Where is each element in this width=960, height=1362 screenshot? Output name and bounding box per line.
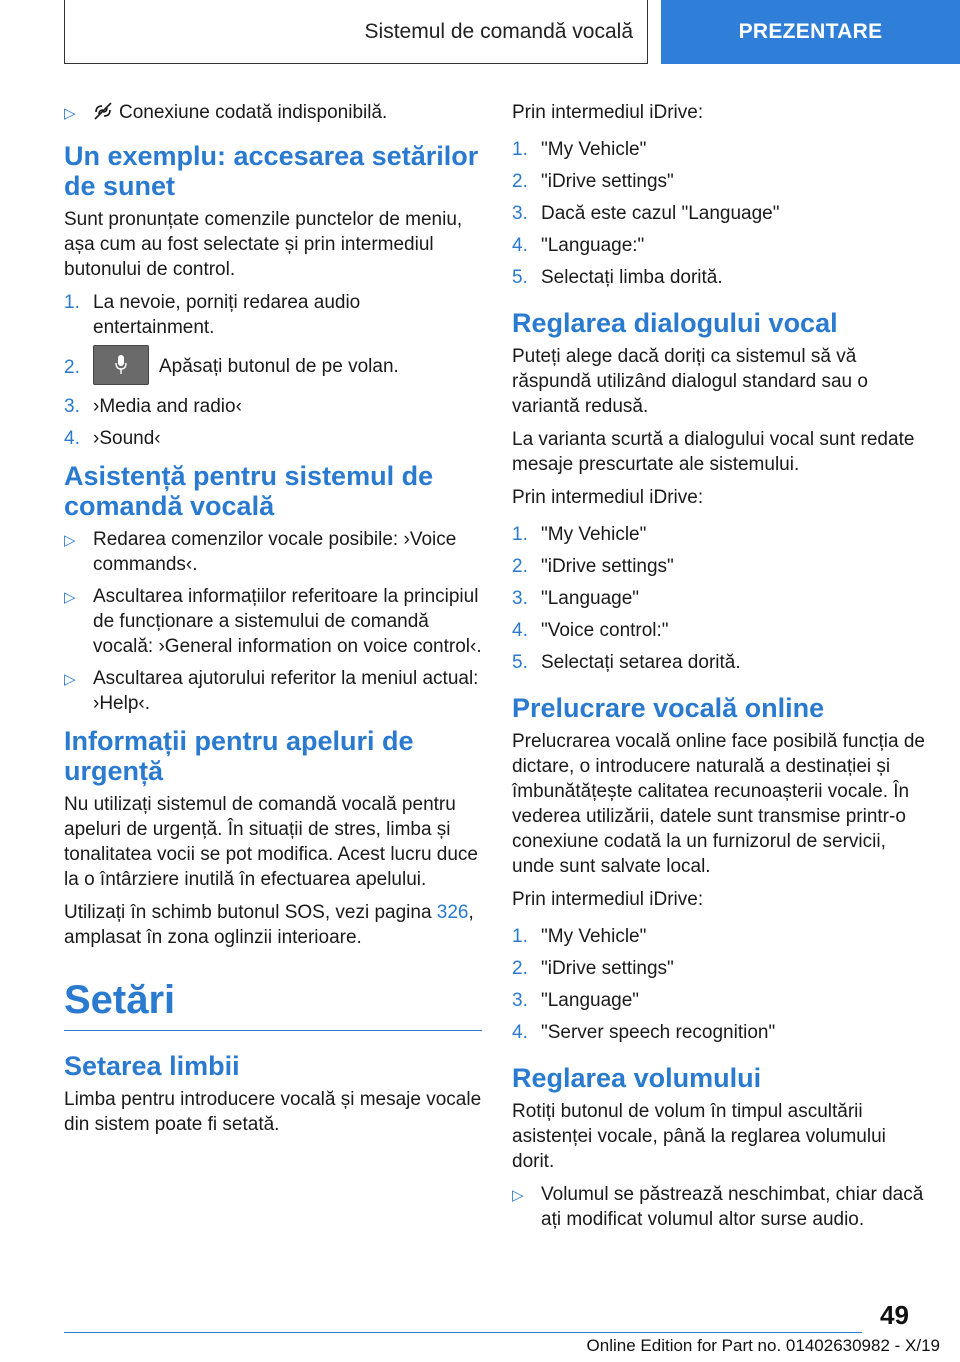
- list-item: [64, 394, 482, 419]
- step-number: 2.: [512, 171, 528, 192]
- section-title: Reglarea volumului: [512, 1063, 762, 1093]
- paragraph: Prelucrarea vocală online face posibilă funcția de dictare, o introducere naturală a destinației și îmbunătățește calitatea recunoașterii vocale. În vederea utilizării, datele sunt transmise printr-o conexiune codată la un furnizorul de servicii, unde sunt salvate local.: [512, 731, 925, 877]
- step-number: 1.: [512, 139, 528, 160]
- step-text: Apăsați butonul de pe volan.: [159, 356, 399, 378]
- section-title: Informații pentru apeluri de urgență: [64, 726, 414, 787]
- step-text: "My Vehicle": [541, 926, 647, 947]
- list-item: [512, 650, 926, 675]
- list-item: [512, 924, 926, 949]
- header-chapter-label: PREZENTARE: [738, 20, 883, 43]
- list-item-text: Ascultarea ajutorului referitor la meniul actual: ›Help‹.: [93, 668, 479, 715]
- step-text: "iDrive settings": [541, 958, 674, 979]
- section-title: Reglarea dialogului vocal: [512, 308, 838, 338]
- step-number: 5.: [512, 652, 528, 673]
- paragraph: Sunt pronunțate comenzile punctelor de meniu, așa cum au fost selectate și prin intermediul butonului de control.: [64, 209, 463, 280]
- paragraph-text: , amplasat în zona oglinzii interioare.: [64, 902, 474, 949]
- step-number: 3.: [64, 396, 80, 418]
- step-number: 1.: [512, 524, 528, 545]
- list-item: [512, 586, 926, 611]
- step-number: 1.: [64, 292, 80, 313]
- section-title: Asistență pentru sistemul de comandă vocală: [64, 461, 434, 522]
- list-item-text: Redarea comenzilor vocale posibile: ›Voice commands‹.: [93, 529, 457, 576]
- step-text: ›Sound‹: [93, 428, 161, 450]
- right-column: [512, 100, 926, 1242]
- step-text: "My Vehicle": [541, 524, 647, 545]
- list-item: [64, 527, 482, 577]
- microphone-icon: [115, 355, 127, 375]
- step-text: "Server speech recognition": [541, 1022, 776, 1043]
- paragraph: Rotiți butonul de volum în timpul ascultării asistenței vocale, până la reglarea volumului dorit.: [512, 1101, 886, 1172]
- step-number: 4.: [512, 235, 528, 256]
- step-number: 3.: [512, 588, 528, 609]
- triangle-bullet-icon: ▷: [64, 671, 76, 689]
- section-language-setting: [64, 1051, 482, 1137]
- step-text: Dacă este cazul "Language": [541, 203, 780, 224]
- list-item: [512, 1182, 926, 1232]
- header-chapter-tab: [661, 0, 960, 64]
- section-emergency-calls: [64, 726, 482, 950]
- step-text: "My Vehicle": [541, 139, 647, 160]
- list-item: [64, 347, 482, 387]
- section-title: Setarea limbii: [64, 1051, 240, 1082]
- list-item: [64, 426, 482, 451]
- list-item: [512, 137, 926, 162]
- page-reference-link[interactable]: 326: [436, 902, 469, 924]
- step-number: 2.: [512, 958, 528, 979]
- step-text: Selectați limba dorită.: [541, 267, 723, 288]
- list-item: [512, 618, 926, 643]
- step-number: 2.: [64, 357, 80, 378]
- left-column: [64, 100, 482, 1147]
- step-text: ›Media and radio‹: [93, 396, 242, 418]
- header-section-label: Sistemul de comandă vocală: [364, 19, 633, 43]
- step-text: La nevoie, porniți redarea audio entertainment.: [93, 292, 361, 338]
- section-title: Prelucrare vocală online: [512, 693, 825, 723]
- step-number: 3.: [512, 990, 528, 1011]
- step-text: "Voice control:": [541, 620, 669, 641]
- step-text: "Language:": [541, 235, 645, 256]
- section-volume: [512, 1063, 926, 1232]
- section-voice-assistance: [64, 461, 482, 716]
- paragraph: Prin intermediul iDrive:: [512, 102, 704, 123]
- list-item-text: Ascultarea informațiilor referitoare la principiul de funcționare a sistemului de comandă vocală: ›General information on voice control‹.: [93, 586, 482, 658]
- list-item-text: Conexiune codată indisponibilă.: [119, 102, 388, 123]
- section-voice-dialog: [512, 308, 926, 675]
- list-item: [512, 169, 926, 194]
- connection-unavailable-icon: [93, 102, 113, 120]
- section-title: Un exemplu: accesarea setărilor de sunet: [64, 141, 479, 201]
- triangle-bullet-icon: ▷: [512, 1187, 524, 1204]
- footer-divider: [64, 1332, 862, 1333]
- step-number: 4.: [512, 620, 528, 641]
- list-item: [64, 584, 482, 659]
- list-item: [64, 666, 482, 716]
- section-online-speech: [512, 693, 926, 1045]
- step-number: 5.: [512, 267, 528, 288]
- paragraph: Prin intermediul iDrive:: [512, 487, 704, 508]
- step-text: "iDrive settings": [541, 556, 674, 577]
- list-item: [64, 290, 482, 340]
- triangle-bullet-icon: ▷: [64, 532, 76, 550]
- list-item: [512, 988, 926, 1013]
- chapter-title: Setări: [64, 978, 176, 1023]
- list-item-text: Volumul se păstrează neschimbat, chiar dacă ați modificat volumul altor surse audio.: [541, 1184, 924, 1230]
- list-item: [512, 956, 926, 981]
- paragraph: Prin intermediul iDrive:: [512, 889, 704, 910]
- step-number: 2.: [512, 556, 528, 577]
- step-number: 4.: [64, 428, 80, 450]
- voice-button-image: [93, 345, 149, 385]
- footer-edition: Online Edition for Part no. 01402630982 - X/19: [586, 1336, 940, 1355]
- paragraph: [64, 900, 482, 950]
- triangle-bullet-icon: ▷: [64, 589, 76, 607]
- header-section-title: [64, 0, 648, 64]
- list-item: [512, 554, 926, 579]
- paragraph: Nu utilizați sistemul de comandă vocală pentru apeluri de urgență. În situații de stres, limba și tonalitatea vocii se pot modifica. Acest lucru duce la o întârziere inutilă în efectuarea apelului.: [64, 794, 479, 891]
- step-number: 4.: [512, 1022, 528, 1043]
- list-item: [512, 201, 926, 226]
- paragraph: Limba pentru introducere vocală și mesaje vocale din sistem poate fi setată.: [64, 1089, 482, 1136]
- step-text: Selectați setarea dorită.: [541, 652, 741, 673]
- step-text: "Language": [541, 588, 640, 609]
- list-item: [512, 233, 926, 258]
- list-item: [512, 522, 926, 547]
- paragraph-text: Utilizați în schimb butonul SOS, vezi pagina: [64, 902, 437, 924]
- paragraph: La varianta scurtă a dialogului vocal sunt redate mesaje prescurtate ale sistemului.: [512, 429, 915, 475]
- chapter-divider: [64, 1030, 482, 1031]
- step-text: "iDrive settings": [541, 171, 674, 192]
- list-item: [512, 265, 926, 290]
- page-number: 49: [880, 1300, 909, 1330]
- section-sound-example: [64, 141, 482, 451]
- step-number: 1.: [512, 926, 528, 947]
- list-item: [64, 100, 482, 125]
- paragraph: Puteți alege dacă doriți ca sistemul să vă răspundă utilizând dialogul standard sau o variantă redusă.: [512, 346, 868, 417]
- step-number: 3.: [512, 203, 528, 224]
- list-item: [512, 1020, 926, 1045]
- triangle-bullet-icon: ▷: [64, 105, 76, 122]
- step-text: "Language": [541, 990, 640, 1011]
